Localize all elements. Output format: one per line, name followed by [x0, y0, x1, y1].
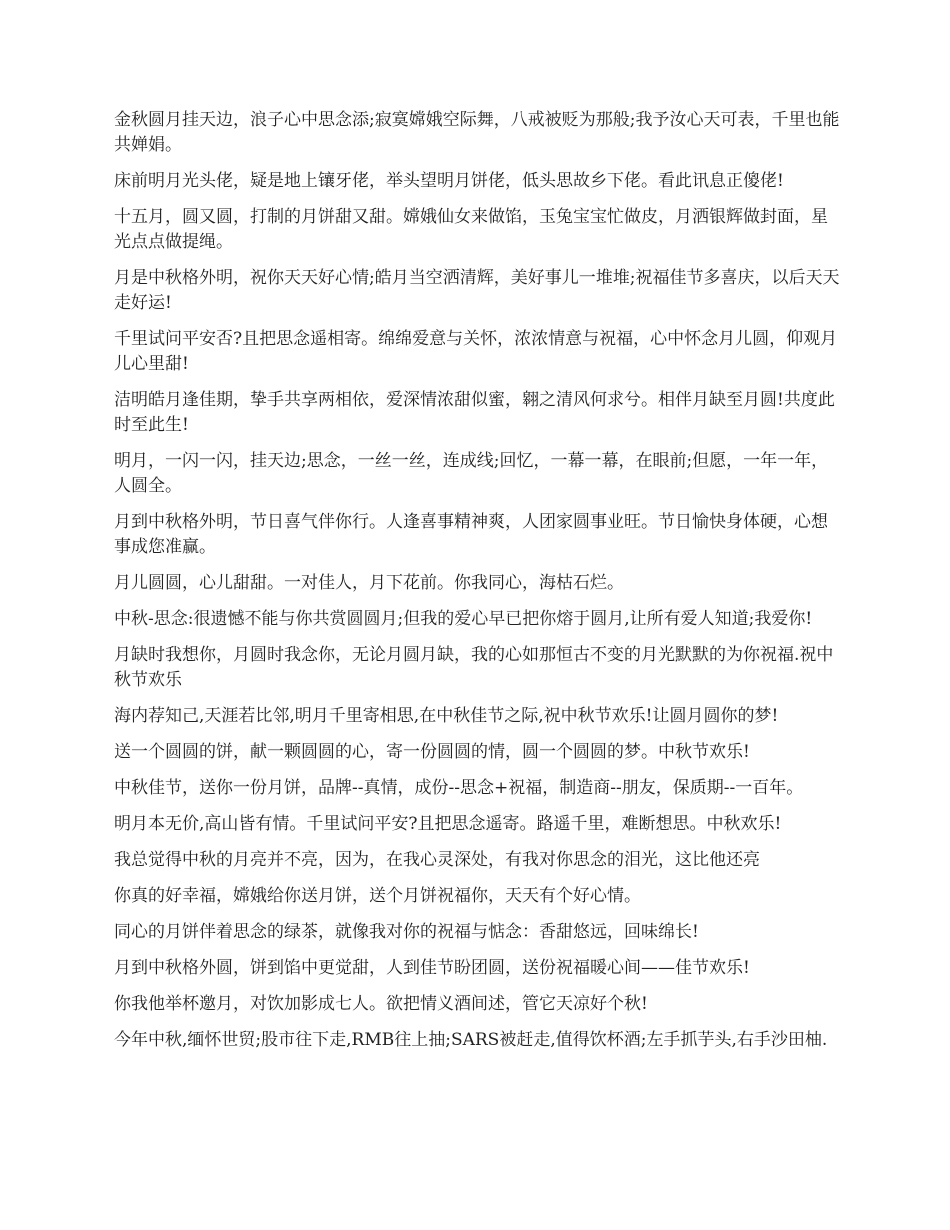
paragraph: 明月本无价,高山皆有情。千里试问平安?且把思念遥寄。路遥千里，难断想思。中秋欢乐!	[114, 814, 782, 834]
paragraph: 金秋圆月挂天边，浪子心中思念添;寂寞嫦娥空际舞，八戒被贬为那般;我予汝心天可表，千里也能共婵娟。	[114, 110, 840, 155]
paragraph: 月儿圆圆，心儿甜甜。一对佳人，月下花前。你我同心，海枯石烂。	[114, 573, 624, 593]
paragraph: 我总觉得中秋的月亮并不亮，因为，在我心灵深处，有我对你思念的泪光，这比他还亮	[114, 850, 760, 870]
paragraph: 月是中秋格外明，祝你天天好心情;皓月当空洒清辉，美好事儿一堆堆;祝福佳节多喜庆，以后天天走好运!	[114, 268, 840, 313]
paragraph: 明月，一闪一闪，挂天边;思念，一丝一丝，连成线;回忆，一幕一幕，在眼前;但愿，一年一年，人圆全。	[114, 451, 829, 496]
paragraph: 你真的好幸福，嫦娥给你送月饼，送个月饼祝福你，天天有个好心情。	[114, 886, 641, 906]
paragraph: 月缺时我想你，月圆时我念你，无论月圆月缺，我的心如那恒古不变的月光默默的为你祝福.祝中秋节欢乐	[114, 645, 834, 690]
paragraph: 洁明皓月逢佳期，挚手共享两相依，爱深情浓甜似蜜，翱之清风何求兮。相伴月缺至月圆!共度此时至此生!	[114, 390, 835, 435]
paragraph: 你我他举杯邀月，对饮加影成七人。欲把情义酒间述，管它天凉好个秋!	[114, 994, 648, 1014]
paragraph: 月到中秋格外明，节日喜气伴你行。人逢喜事精神爽，人团家圆事业旺。节日愉快身体硬，心想事成您准赢。	[114, 512, 828, 557]
paragraph: 月到中秋格外圆，饼到馅中更觉甜，人到佳节盼团圆，送份祝福暖心间——佳节欢乐!	[114, 958, 750, 978]
paragraph: 送一个圆圆的饼，献一颗圆圆的心，寄一份圆圆的情，圆一个圆圆的梦。中秋节欢乐!	[114, 742, 750, 762]
paragraph: 今年中秋,缅怀世贸;股市往下走,RMB往上抽;SARS被赶走,值得饮杯酒;左手抓芋头,右手沙田柚.	[114, 1030, 828, 1050]
paragraph: 海内荐知己,天涯若比邻,明月千里寄相思,在中秋佳节之际,祝中秋节欢乐!让圆月圆你的梦!	[114, 706, 779, 726]
paragraph: 中秋-思念:很遗憾不能与你共赏圆圆月;但我的爱心早已把你熔于圆月,让所有爱人知道;我爱你!	[114, 609, 813, 629]
document-body	[114, 108, 844, 1064]
paragraph: 千里试问平安否?且把思念遥相寄。绵绵爱意与关怀，浓浓情意与祝福，心中怀念月儿圆，仰观月儿心里甜!	[114, 329, 838, 374]
paragraph: 同心的月饼伴着思念的绿茶，就像我对你的祝福与惦念：香甜悠远，回味绵长!	[114, 922, 699, 942]
paragraph: 床前明月光头佬，疑是地上镶牙佬，举头望明月饼佬，低头思故乡下佬。看此讯息正傻佬!	[114, 171, 784, 191]
paragraph: 中秋佳节，送你一份月饼，品牌--真情，成份--思念+祝福，制造商--朋友，保质期--一百年。	[114, 778, 804, 798]
paragraph: 十五月，圆又圆，打制的月饼甜又甜。嫦娥仙女来做馅，玉兔宝宝忙做皮，月洒银辉做封面，星光点点做提绳。	[114, 207, 828, 252]
